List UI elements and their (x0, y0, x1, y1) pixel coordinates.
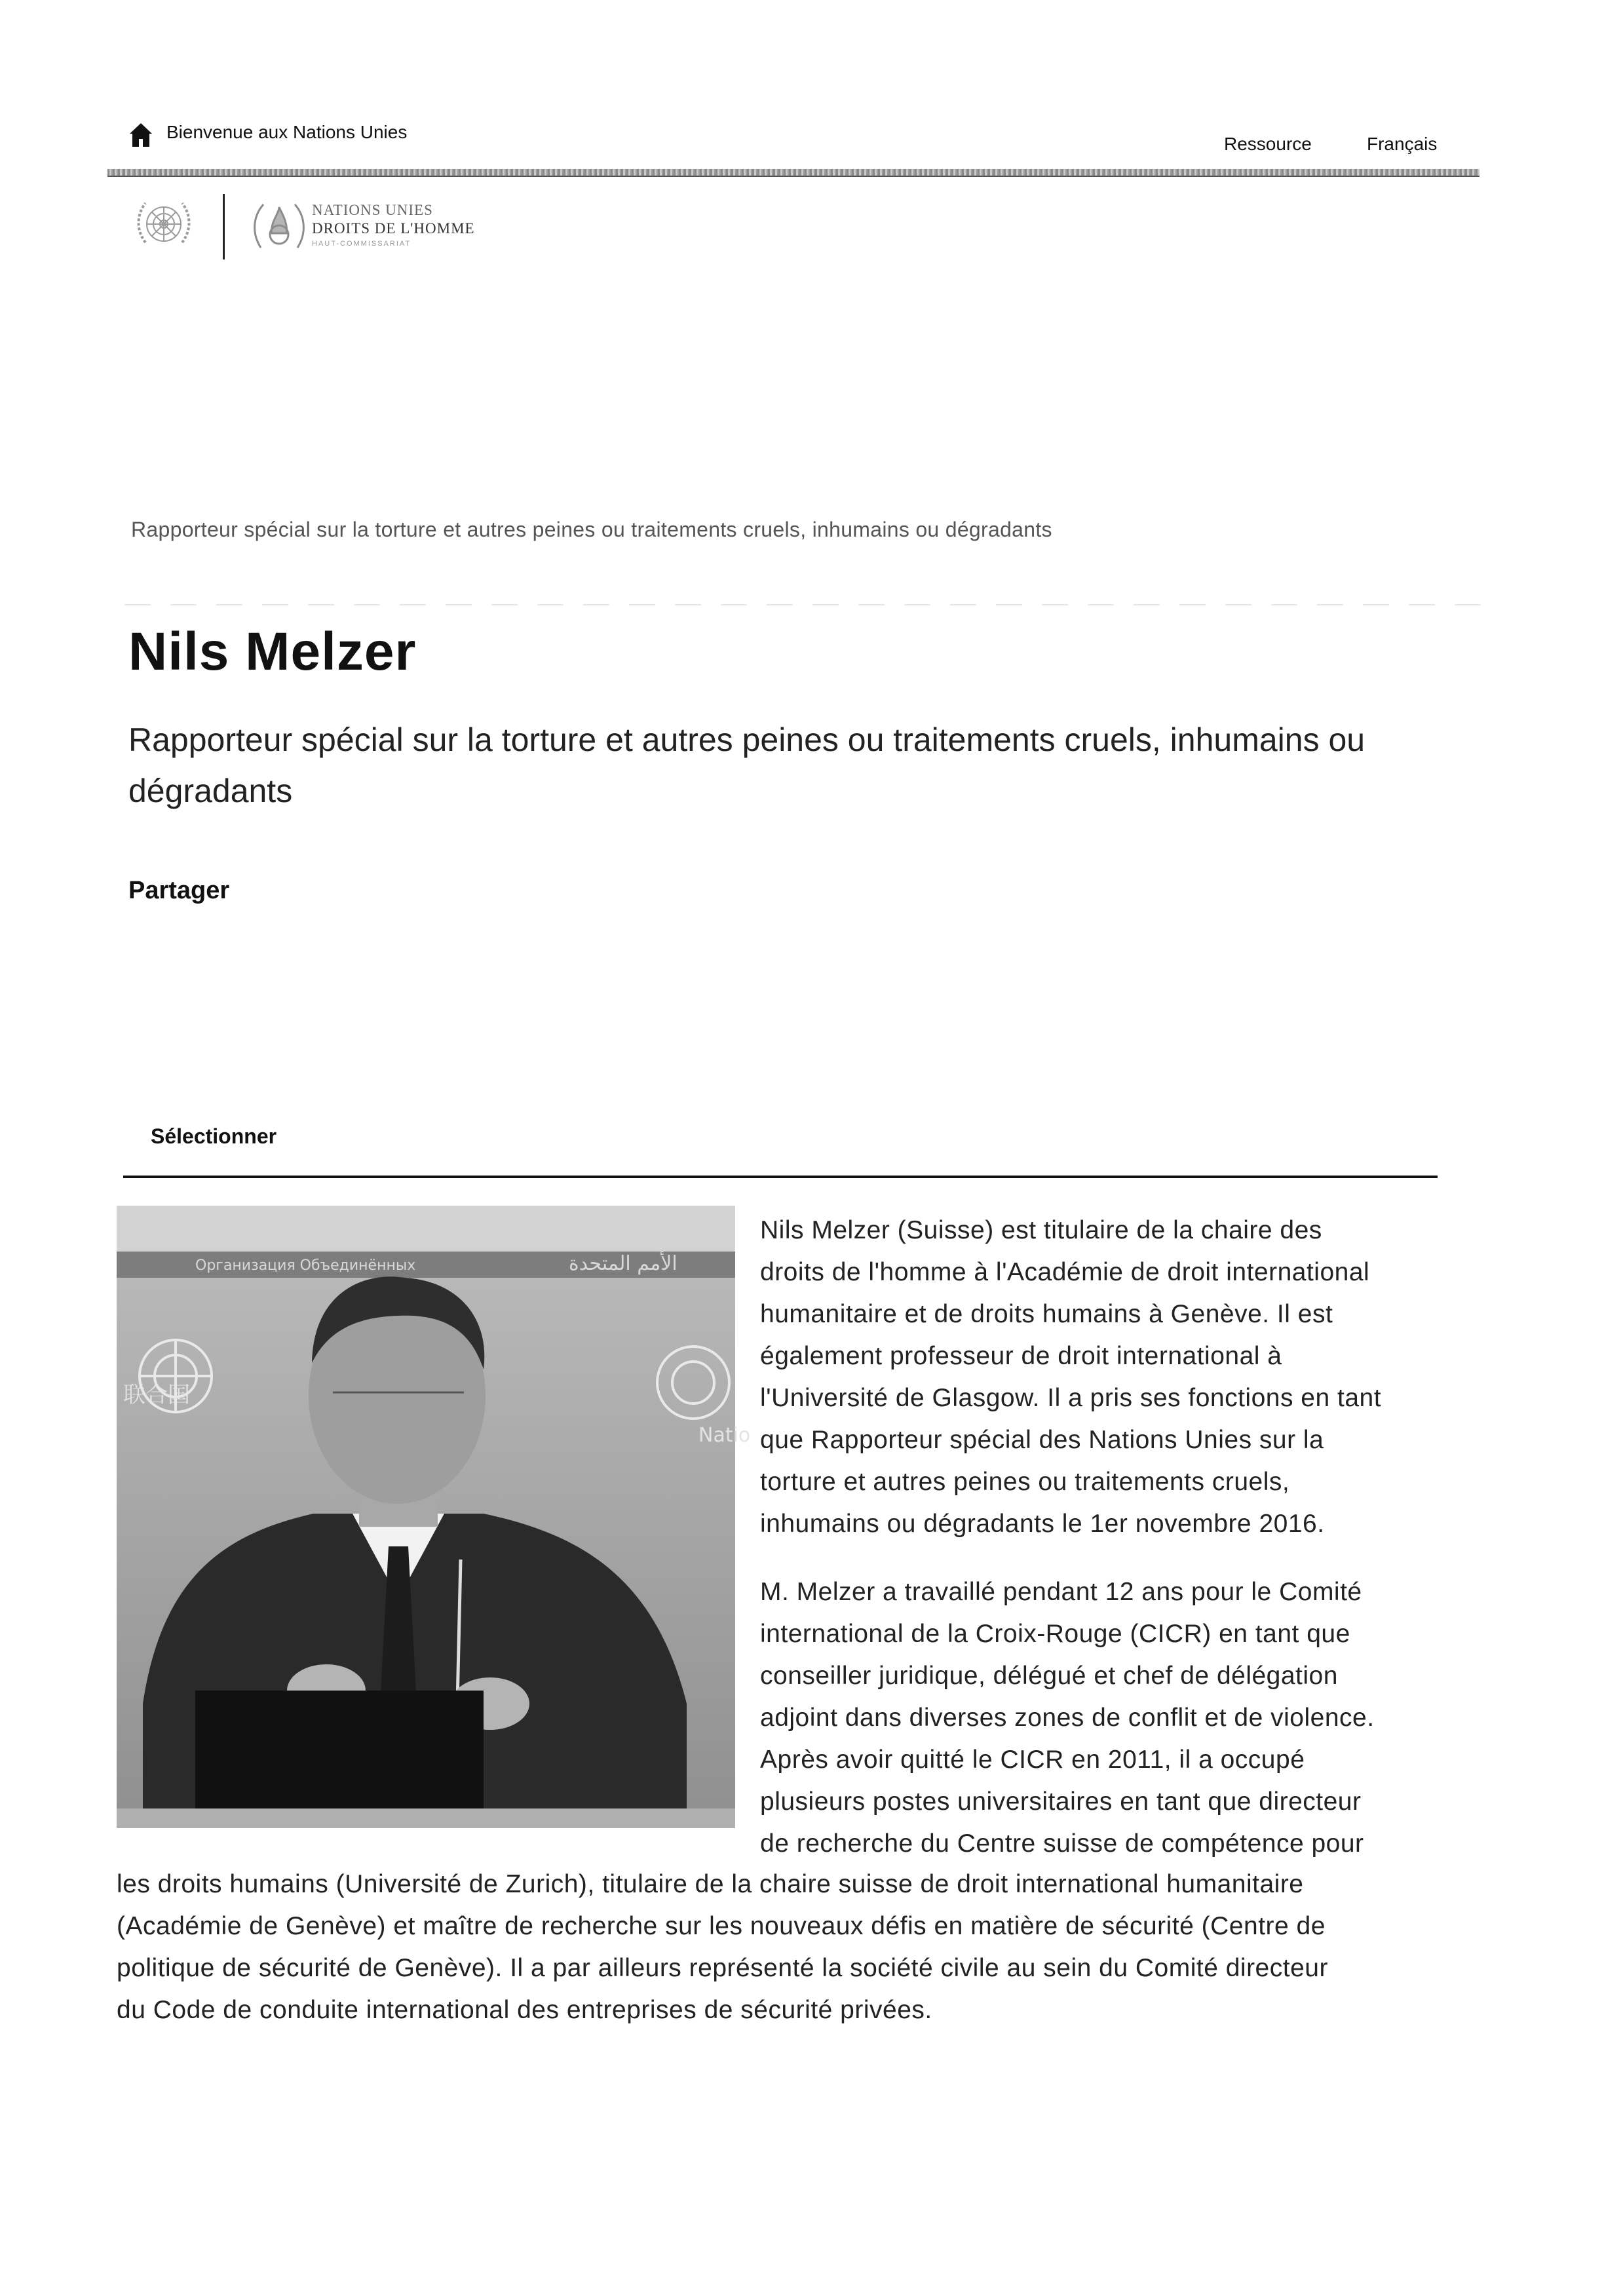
backdrop-text-russian: Организация Объединённых (195, 1257, 416, 1274)
ohchr-name-line3: HAUT-COMMISSARIAT (312, 240, 411, 248)
home-icon[interactable] (128, 122, 153, 148)
backdrop-un-emblem-left (140, 1340, 212, 1412)
select-underline (123, 1176, 1438, 1178)
bio-line: conseiller juridique, délégué et chef de délégation (760, 1662, 1338, 1690)
select-tab[interactable]: Sélectionner (151, 1124, 277, 1148)
bio-line: politique de sécurité de Genève). Il a par ailleurs représenté la société civile au sein du Comité directeur (117, 1954, 1328, 1982)
bio-line: que Rapporteur spécial des Nations Unies sur la (760, 1426, 1324, 1454)
breadcrumb[interactable]: Rapporteur spécial sur la torture et autres peines ou traitements cruels, inhumains ou dégradants (131, 518, 1052, 541)
bio-line: plusieurs postes universitaires en tant que directeur (760, 1788, 1362, 1816)
logo-divider (223, 194, 225, 259)
language-selector[interactable]: Français (1367, 134, 1438, 154)
bio-line: M. Melzer a travaillé pendant 12 ans pour le Comité (760, 1578, 1362, 1606)
bio-line: humanitaire et de droits humains à Genève. Il est (760, 1300, 1333, 1328)
backdrop-text-arabic: الأمم المتحدة (569, 1252, 678, 1275)
top-divider (107, 169, 1480, 177)
page-title: Nils Melzer (128, 622, 417, 681)
bio-line: (Académie de Genève) et maître de recherche sur les nouveaux défis en matière de sécurité (Centre de (117, 1912, 1326, 1940)
bio-line: du Code de conduite international des entreprises de sécurité privées. (117, 1996, 932, 2024)
podium (195, 1691, 484, 1822)
bio-line: international de la Croix-Rouge (CICR) en tant que (760, 1620, 1350, 1648)
backdrop-text-chinese: 联合国 (123, 1382, 190, 1408)
backdrop-text-right: Natio (698, 1424, 751, 1447)
section-divider (124, 604, 1500, 605)
bio-line: Après avoir quitté le CICR en 2011, il a occupé (760, 1746, 1305, 1774)
top-bar (128, 118, 1478, 157)
bio-line: adjoint dans diverses zones de conflit et de violence. (760, 1704, 1375, 1732)
ohchr-name-line2: DROITS DE L'HOMME (312, 220, 475, 237)
welcome-link[interactable]: Bienvenue aux Nations Unies (166, 122, 408, 142)
bio-line: torture et autres peines ou traitements cruels, (760, 1468, 1290, 1496)
resources-link[interactable]: Ressource (1224, 134, 1312, 154)
bio-line: inhumains ou dégradants le 1er novembre 2016. (760, 1510, 1325, 1538)
portrait-photo (117, 1206, 751, 1828)
bio-line: droits de l'homme à l'Académie de droit international (760, 1258, 1370, 1286)
bio-line: de recherche du Centre suisse de compétence pour (760, 1829, 1364, 1858)
un-emblem-icon[interactable] (131, 191, 197, 257)
bio-line: également professeur de droit international à (760, 1342, 1282, 1370)
page-subtitle: Rapporteur spécial sur la torture et autres peines ou traitements cruels, inhumains ou dégradants (128, 721, 1365, 809)
share-button[interactable]: Partager (128, 877, 230, 904)
ohchr-emblem-icon[interactable] (252, 194, 307, 254)
bio-line: Nils Melzer (Suisse) est titulaire de la chaire des (760, 1216, 1322, 1244)
bio-line: les droits humains (Université de Zurich), titulaire de la chaire suisse de droit international humanitaire (117, 1870, 1304, 1898)
bio-line: l'Université de Glasgow. Il a pris ses fonctions en tant (760, 1384, 1382, 1412)
ohchr-name-line1: NATIONS UNIES (312, 202, 433, 218)
